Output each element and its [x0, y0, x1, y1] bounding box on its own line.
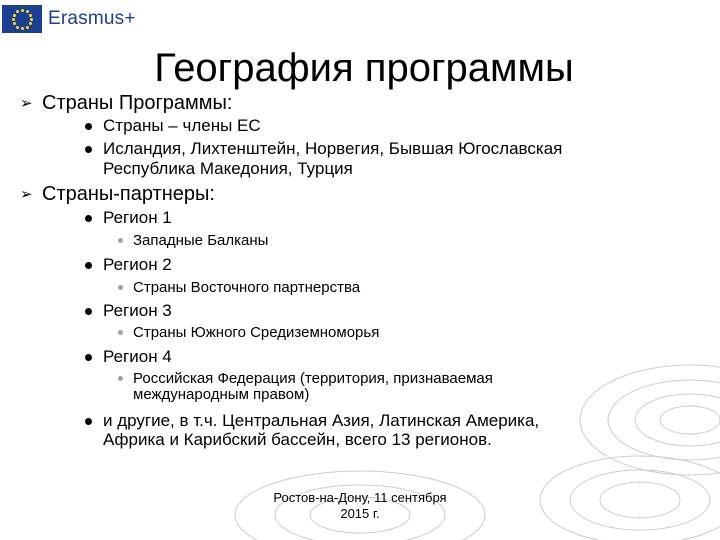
list-item-continuation: Африка и Карибский бассейн, всего 13 регионов. [103, 430, 492, 449]
footer-line: Ростов-на-Дону, 11 сентября [273, 490, 447, 505]
bullet-dot-icon [85, 308, 92, 315]
list-item: Страны – члены ЕС [103, 116, 261, 135]
footer-line: 2015 г. [340, 506, 380, 521]
region-label: Регион 4 [103, 347, 172, 366]
section-label: Страны-партнеры: [42, 183, 215, 205]
sub-bullet-icon [118, 376, 123, 381]
bullet-dot-icon [85, 123, 92, 130]
list-item: Исландия, Лихтенштейн, Норвегия, Бывшая Югославская [103, 139, 563, 158]
region-detail: Страны Южного Средиземноморья [133, 324, 380, 341]
list-item: и другие, в т.ч. Центральная Азия, Латинская Америка, [103, 411, 540, 430]
arrow-bullet-icon: ➢ [20, 186, 33, 203]
region-detail-continuation: международным правом) [133, 386, 310, 403]
region-detail: Страны Восточного партнерства [133, 279, 361, 296]
region-detail: Западные Балканы [133, 232, 269, 249]
region-label: Регион 1 [103, 208, 172, 227]
sub-bullet-icon [118, 285, 123, 290]
section-label: Страны Программы: [42, 92, 233, 114]
sub-bullet-icon [118, 330, 123, 335]
sub-bullet-icon [118, 238, 123, 243]
logo-text: Erasmus+ [48, 8, 136, 29]
footer-caption [250, 490, 470, 522]
region-detail: Российская Федерация (территория, признаваемая [133, 370, 493, 387]
list-item-continuation: Республика Македония, Турция [103, 159, 353, 178]
bullet-dot-icon [85, 215, 92, 222]
region-label: Регион 3 [103, 301, 172, 320]
region-label: Регион 2 [103, 255, 172, 274]
slide-title: География программы [154, 46, 574, 90]
bullet-dot-icon [85, 418, 92, 425]
bullet-dot-icon [85, 262, 92, 269]
arrow-bullet-icon: ➢ [20, 95, 33, 112]
bullet-dot-icon [85, 354, 92, 361]
bullet-dot-icon [85, 146, 92, 153]
